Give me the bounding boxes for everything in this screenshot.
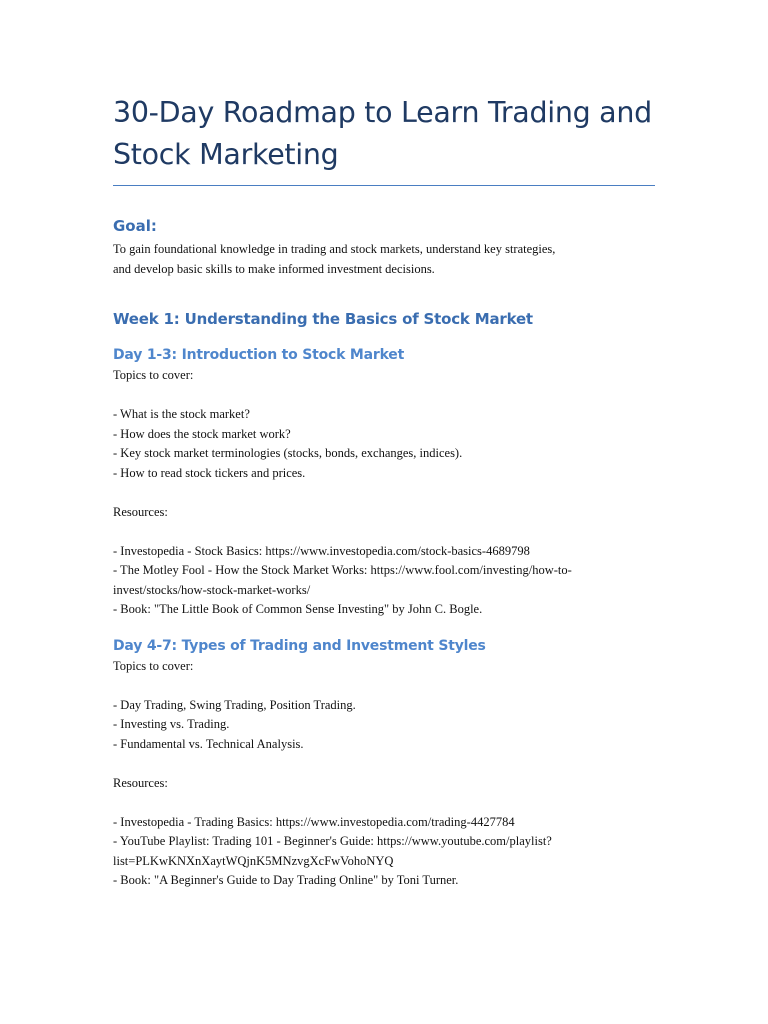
day4-topics-label: Topics to cover: [113,658,194,673]
day4-topic-item: - Investing vs. Trading. [113,717,230,731]
title-line-1: 30-Day Roadmap to Learn Trading and [113,96,652,129]
spacer [113,676,655,696]
day1-topic-item: - How to read stock tickers and prices. [113,465,306,480]
day4-resource-item: - Investopedia - Trading Basics: https://www.investopedia.com/trading-4427784 [113,814,515,829]
day1-resource-item: - The Motley Fool - How the Stock Market Works: https://www.fool.com/investing/how-to- [113,563,572,577]
document-title [113,92,655,176]
day4-resources-label: Resources: [113,775,168,790]
day4-resource-item: list=PLKwKNXnXaytWQjnK5MNzvgXcFwVohoNYQ [113,853,394,868]
spacer [113,793,655,813]
day1-topic-item: - Key stock market terminologies (stocks, bonds, exchanges, indices). [113,446,463,460]
spacer [113,386,655,406]
day1-resources-label: Resources: [113,504,168,519]
week1-heading: Week 1: Understanding the Basics of Stock Market [113,310,533,328]
day1-topics-label: Topics to cover: [113,368,194,382]
day1-resource-item: invest/stocks/how-stock-market-works/ [113,582,311,597]
day4-heading: Day 4-7: Types of Trading and Investment Styles [113,637,486,654]
title-underline [113,185,655,186]
day1-resource-item: - Book: "The Little Book of Common Sense Investing" by John C. Bogle. [113,602,483,616]
day4-topic-item: - Fundamental vs. Technical Analysis. [113,736,304,751]
day4-topic-item: - Day Trading, Swing Trading, Position Trading. [113,697,356,712]
day4-resource-item: - Book: "A Beginner's Guide to Day Trading Online" by Toni Turner. [113,873,459,887]
spacer [113,483,655,503]
title-line-2: Stock Marketing [113,138,339,171]
day1-heading: Day 1-3: Introduction to Stock Market [113,347,405,363]
document-page [113,92,655,891]
day1-resource-item: - Investopedia - Stock Basics: https://www.investopedia.com/stock-basics-4689798 [113,543,530,558]
spacer [113,754,655,774]
spacer [113,522,655,542]
goal-line-1: To gain foundational knowledge in trading and stock markets, understand key strategies, [113,242,556,256]
day4-resource-item: - YouTube Playlist: Trading 101 - Beginner's Guide: https://www.youtube.com/playlist? [113,834,552,848]
goal-heading: Goal: [113,217,157,235]
day1-topic-item: - How does the stock market work? [113,426,291,441]
day1-topic-item: - What is the stock market? [113,407,250,421]
goal-line-2: and develop basic skills to make informed investment decisions. [113,261,435,276]
